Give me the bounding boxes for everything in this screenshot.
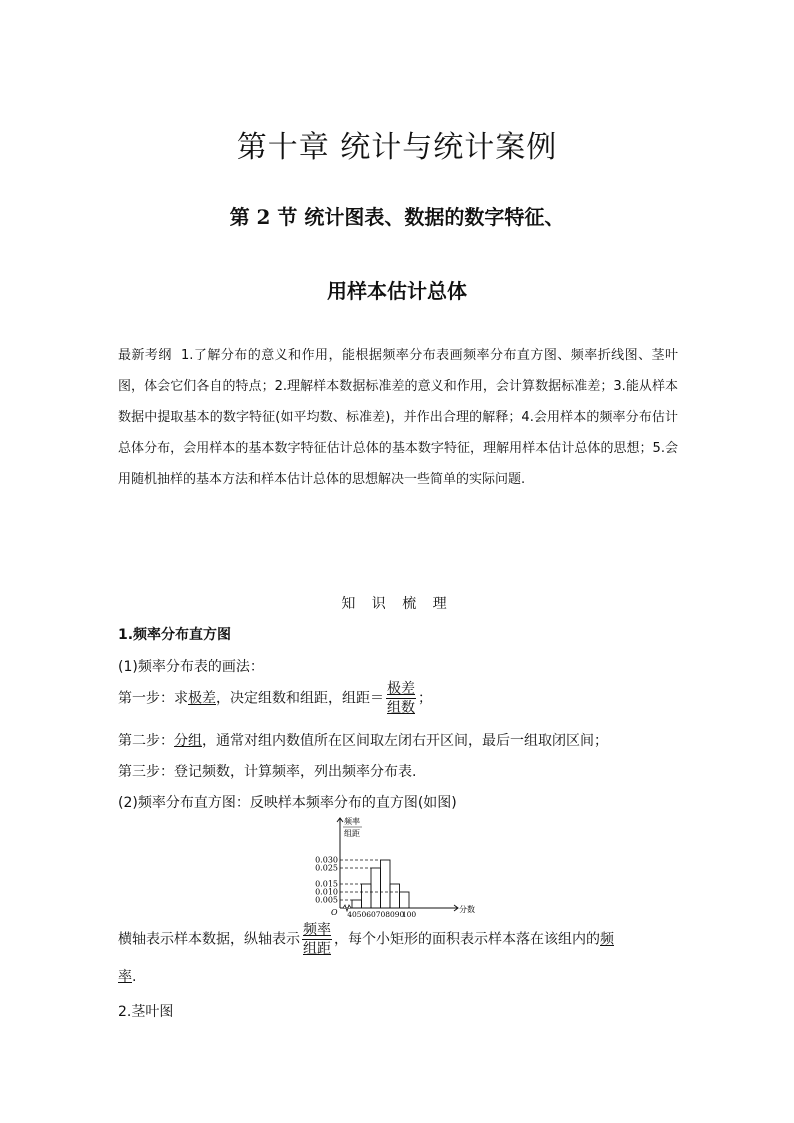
density-fraction: [302, 921, 332, 958]
step2-keyword: 分组: [174, 733, 202, 749]
x-tick-label: 90: [394, 910, 405, 918]
x-tick-label: 100: [401, 910, 417, 918]
item1-sub2: (2)频率分布直方图：反映样本频率分布的直方图(如图): [118, 795, 457, 811]
x-tick-label: 60: [366, 910, 376, 918]
y-label-denominator: 组距: [344, 829, 360, 838]
histogram-bar: [362, 884, 372, 908]
y-tick-label: 0.005: [315, 895, 338, 905]
y-tick-label: 0.030: [315, 855, 338, 865]
x-tick-label: 40: [347, 910, 357, 918]
x-tick-label: 50: [356, 910, 367, 918]
desc-keyword-b: 率: [118, 969, 132, 985]
knowledge-heading: 知 识 梳 理: [341, 596, 453, 612]
step1-prefix: 第一步：求: [118, 690, 188, 707]
syllabus-paragraph: [118, 340, 678, 495]
histogram-layer: [315, 816, 475, 918]
histogram-bar: [400, 892, 410, 908]
step1-keyword: 极差: [188, 690, 216, 707]
desc-keyword-a: 频: [600, 931, 614, 948]
fraction-denominator: 组数: [387, 700, 415, 716]
y-label-numerator: 频率: [344, 817, 360, 826]
desc-mid: ，每个小矩形的面积表示样本落在该组内的: [334, 931, 600, 948]
step3-line: 第三步：登记频数，计算频率，列出频率分布表.: [118, 764, 417, 780]
x-tick-label: 80: [385, 910, 395, 918]
item1-sub1: (1)频率分布表的画法：: [118, 659, 264, 675]
syllabus-label: 最新考纲: [118, 348, 172, 363]
histogram-bar: [371, 868, 381, 908]
step1-line: [118, 680, 432, 717]
desc-prefix: 横轴表示样本数据，纵轴表示: [118, 931, 300, 948]
histogram-bar: [390, 884, 400, 908]
step1-end: ；: [418, 690, 432, 707]
y-tick-label: 0.015: [315, 879, 338, 889]
x-tick-label: 70: [375, 910, 386, 918]
syllabus-text: 1.了解分布的意义和作用，能根据频率分布表画频率分布直方图、频率折线图、茎叶图，体会它们各自的特点；2.理解样本数据标准差的意义和作用，会计算数据标准差；3.能从样本数据中提取基本的数字特征(如平均数、标准差)，并作出合理的解释；4.会用样本的频率分布估计总体分布，会用样本的基本数字特征估计总体的基本数字特征，理解用样本估计总体的思想；5.会用随机抽样的基本方法和样本估计总体的思想解决一些简单的实际问题.: [118, 348, 678, 487]
histogram-bar: [352, 900, 362, 908]
histogram-bar: [381, 860, 391, 908]
item2-title: 2.茎叶图: [118, 1004, 174, 1020]
frequency-histogram: [300, 812, 490, 918]
step2-line: [118, 730, 608, 750]
group-width-fraction: [386, 680, 416, 717]
chapter-title: 第十章 统计与统计案例: [236, 130, 558, 165]
section-title: 第 2 节 统计图表、数据的数字特征、: [229, 205, 565, 229]
y-tick-label: 0.010: [315, 887, 338, 897]
section-title-line2: 用样本估计总体: [327, 279, 467, 303]
step1-mid: ，决定组数和组距，组距＝: [216, 690, 384, 707]
fraction-numerator: 极差: [387, 681, 415, 697]
step2-prefix: 第二步：: [118, 733, 174, 749]
x-axis-label: 分数: [459, 905, 475, 914]
y-tick-label: 0.025: [315, 863, 338, 873]
density-numerator: 频率: [303, 922, 331, 938]
item1-description: [118, 921, 614, 958]
desc-end: .: [132, 969, 137, 985]
item1-title: 1.频率分布直方图: [118, 627, 232, 643]
origin-label: O: [331, 908, 338, 917]
density-denominator: 组距: [303, 941, 331, 957]
step2-rest: ，通常对组内数值所在区间取左闭右开区间，最后一组取闭区间；: [202, 733, 608, 749]
item1-description-end: [118, 966, 136, 986]
